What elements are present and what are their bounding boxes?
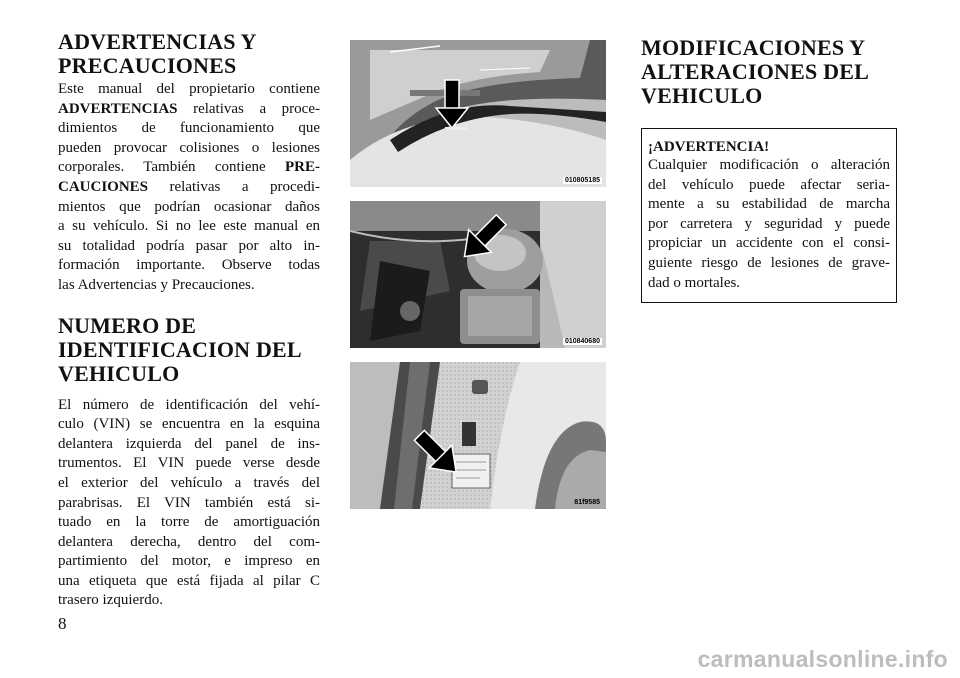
door-pillar-label-photo xyxy=(350,362,606,509)
paragraph-advertencias: Este manual del propietario contiene ADVERTENCIAS relativas a proce- dimientos de funcionamiento que pueden provocar colisiones o lesiones corporales. También contiene PRE- CAUCIONES relativas a procedi- mientos que podrían ocasionar daños a su vehículo. Si no lee este manual en su totalidad podría pasar por alto in- formación importante. Observe todas las Advertencias y Precauciones. xyxy=(58,81,320,293)
bold-pre: PRE- xyxy=(285,159,320,176)
windshield-vin-photo xyxy=(350,40,606,187)
warning-title: ¡ADVERTENCIA! xyxy=(648,139,770,155)
bold-advertencias: ADVERTENCIAS xyxy=(58,100,178,117)
page-number: 8 xyxy=(58,614,67,633)
figures-column xyxy=(350,40,606,523)
heading-advertencias: ADVERTENCIAS Y PRECAUCIONES xyxy=(58,29,257,78)
right-column xyxy=(641,30,897,303)
heading-modificaciones: MODIFICACIONES Y ALTERACIONES DEL VEHICULO xyxy=(641,35,869,108)
windshield-illustration xyxy=(350,40,606,187)
bold-cauciones: CAUCIONES xyxy=(58,178,149,195)
figure-code: 010805185 xyxy=(564,177,600,184)
paragraph-vin: El número de identificación del vehí- culo (VIN) se encuentra en la esquina delantera izquierda del panel de ins- trumentos. El VIN puede verse desde el exterior del vehículo a través del parabrisas. El VIN también está si- tuado en la torre de amortiguación delantera derecha, dentro del com- partimiento del motor, e impreso en una etiqueta que está fijada al pilar C trasero izquierdo. xyxy=(58,396,320,609)
pillar-illustration xyxy=(350,362,606,509)
left-column xyxy=(58,30,320,611)
engine-illustration xyxy=(350,201,606,348)
watermark: carmanualsonline.info xyxy=(697,646,948,672)
figure-code: 81f9585 xyxy=(574,499,600,506)
engine-compartment-photo xyxy=(350,201,606,348)
figure-code: 010840680 xyxy=(564,338,600,345)
warning-text: Cualquier modificación o alteración del vehículo puede afectar seria- mente a su estabilidad de marcha por carretera y seguridad y puede propiciar un accidente con el consi- guiente riesgo de lesiones de grave- dad o mortales. xyxy=(648,157,890,291)
heading-numero-identificacion: NUMERO DE IDENTIFICACION DEL VEHICULO xyxy=(58,312,302,386)
warning-box xyxy=(641,128,897,303)
